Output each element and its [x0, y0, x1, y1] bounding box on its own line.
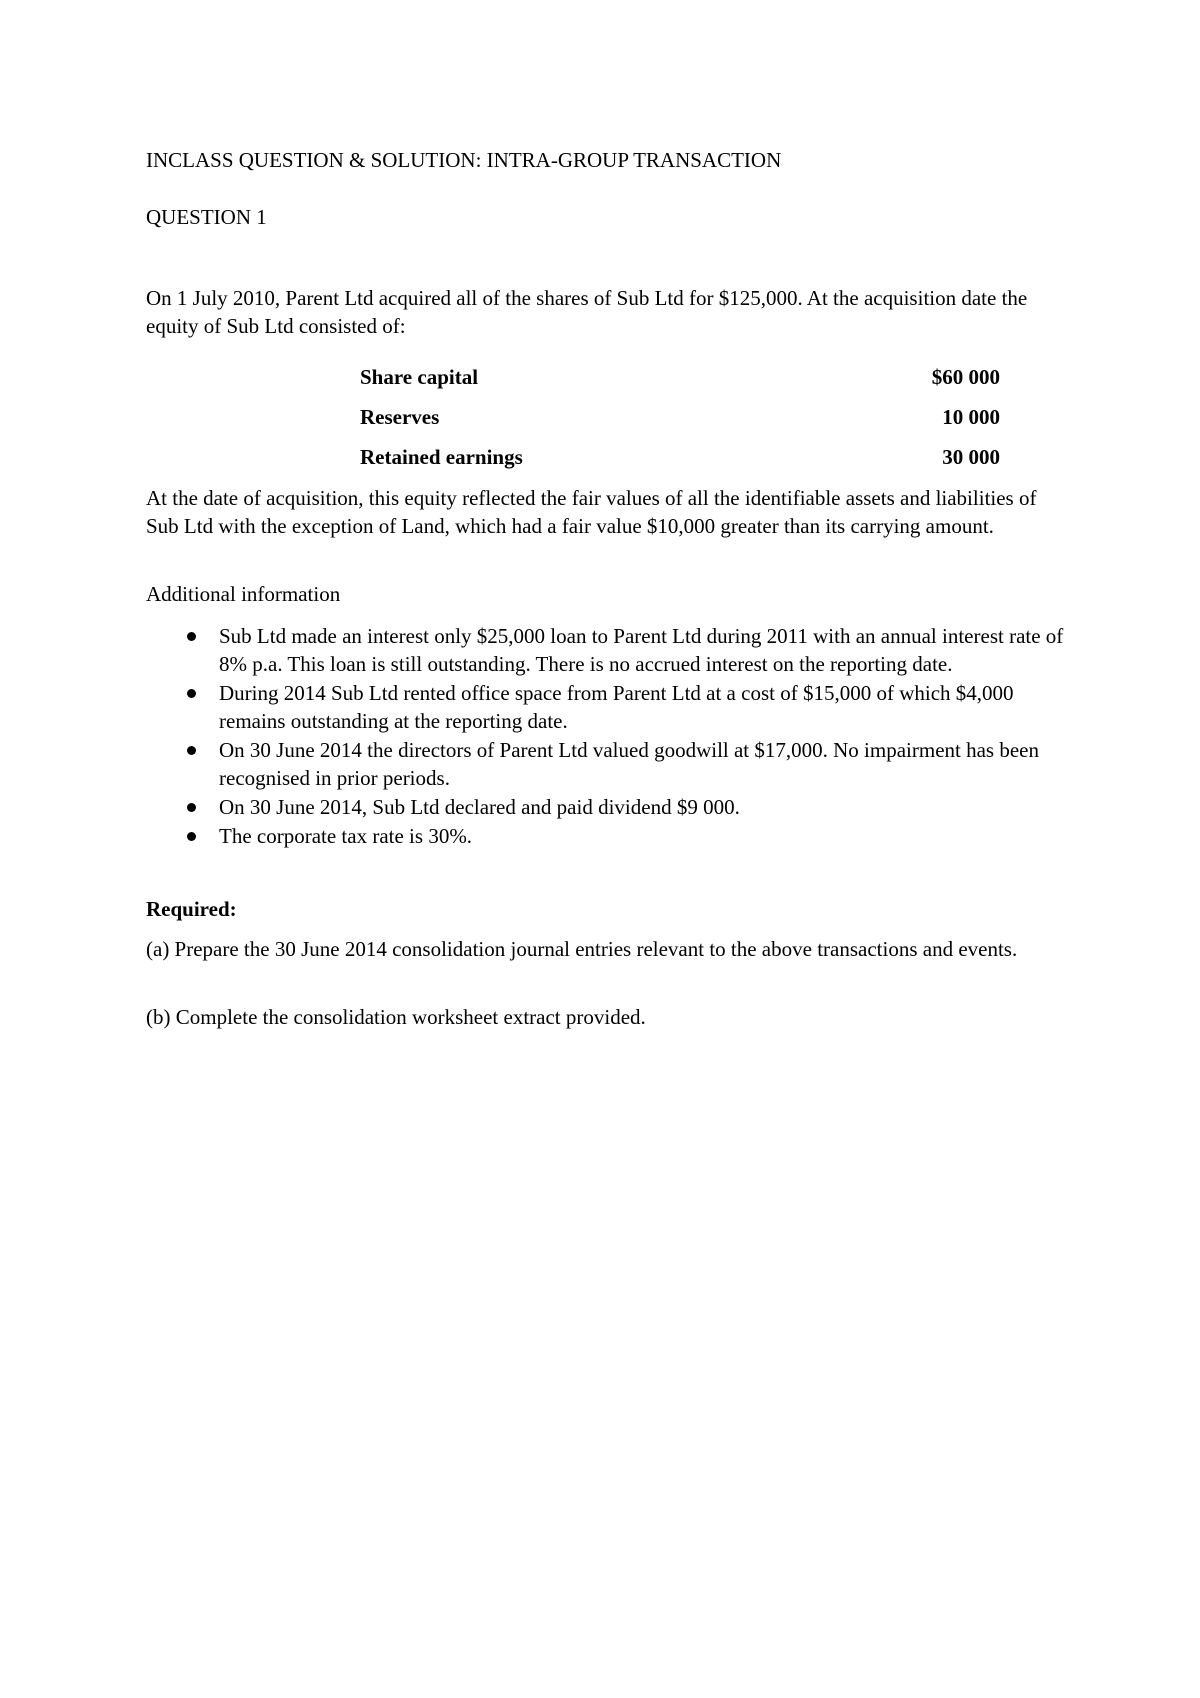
equity-label: Share capital [360, 365, 479, 389]
list-item [146, 622, 1066, 678]
list-item [146, 736, 1066, 792]
fair-value-paragraph: At the date of acquisition, this equity reflected the fair values of all the identifiable assets and liabilities of Sub Ltd with the exception of Land, which had a fair value $10,000 greater than its carrying amount. [146, 486, 1037, 538]
required-heading: Required: [146, 897, 237, 921]
list-item-text: On 30 June 2014 the directors of Parent Ltd valued goodwill at $17,000. No impairment has been recognised in prior periods. [219, 738, 1039, 790]
list-item [146, 822, 1066, 850]
equity-amount: 30 000 [942, 445, 1000, 469]
equity-row [360, 437, 1000, 477]
list-item-text: Sub Ltd made an interest only $25,000 loan to Parent Ltd during 2011 with an annual interest rate of 8% p.a. This loan is still outstanding. There is no accrued interest on the reporting date. [219, 624, 1064, 676]
bullet-icon [187, 832, 196, 841]
bullet-icon [187, 803, 196, 812]
list-item [146, 793, 1066, 821]
list-item [146, 679, 1066, 735]
equity-amount: 10 000 [942, 405, 1000, 429]
required-part-b: (b) Complete the consolidation worksheet extract provided. [146, 1005, 646, 1029]
equity-label: Reserves [360, 405, 440, 429]
equity-table [360, 357, 1000, 477]
document-page [146, 0, 1066, 1698]
bullet-icon [187, 746, 196, 755]
question-heading: QUESTION 1 [146, 205, 267, 229]
intro-paragraph: On 1 July 2010, Parent Ltd acquired all of the shares of Sub Ltd for $125,000. At the acquisition date the equity of Sub Ltd consisted of: [146, 286, 1028, 338]
equity-label: Retained earnings [360, 445, 523, 469]
additional-info-list [146, 622, 1066, 851]
list-item-text: On 30 June 2014, Sub Ltd declared and paid dividend $9 000. [219, 795, 740, 819]
additional-info-heading: Additional information [146, 582, 341, 606]
bullet-icon [187, 689, 196, 698]
equity-amount: $60 000 [931, 365, 1000, 389]
bullet-icon [187, 632, 196, 641]
list-item-text: The corporate tax rate is 30%. [219, 824, 473, 848]
equity-row [360, 357, 1000, 397]
equity-row [360, 397, 1000, 437]
list-item-text: During 2014 Sub Ltd rented office space from Parent Ltd at a cost of $15,000 of which $4,000 remains outstanding at the reporting date. [219, 681, 1014, 733]
document-title: INCLASS QUESTION & SOLUTION: INTRA-GROUP TRANSACTION [146, 148, 782, 172]
required-part-a: (a) Prepare the 30 June 2014 consolidation journal entries relevant to the above transactions and events. [146, 937, 1018, 961]
